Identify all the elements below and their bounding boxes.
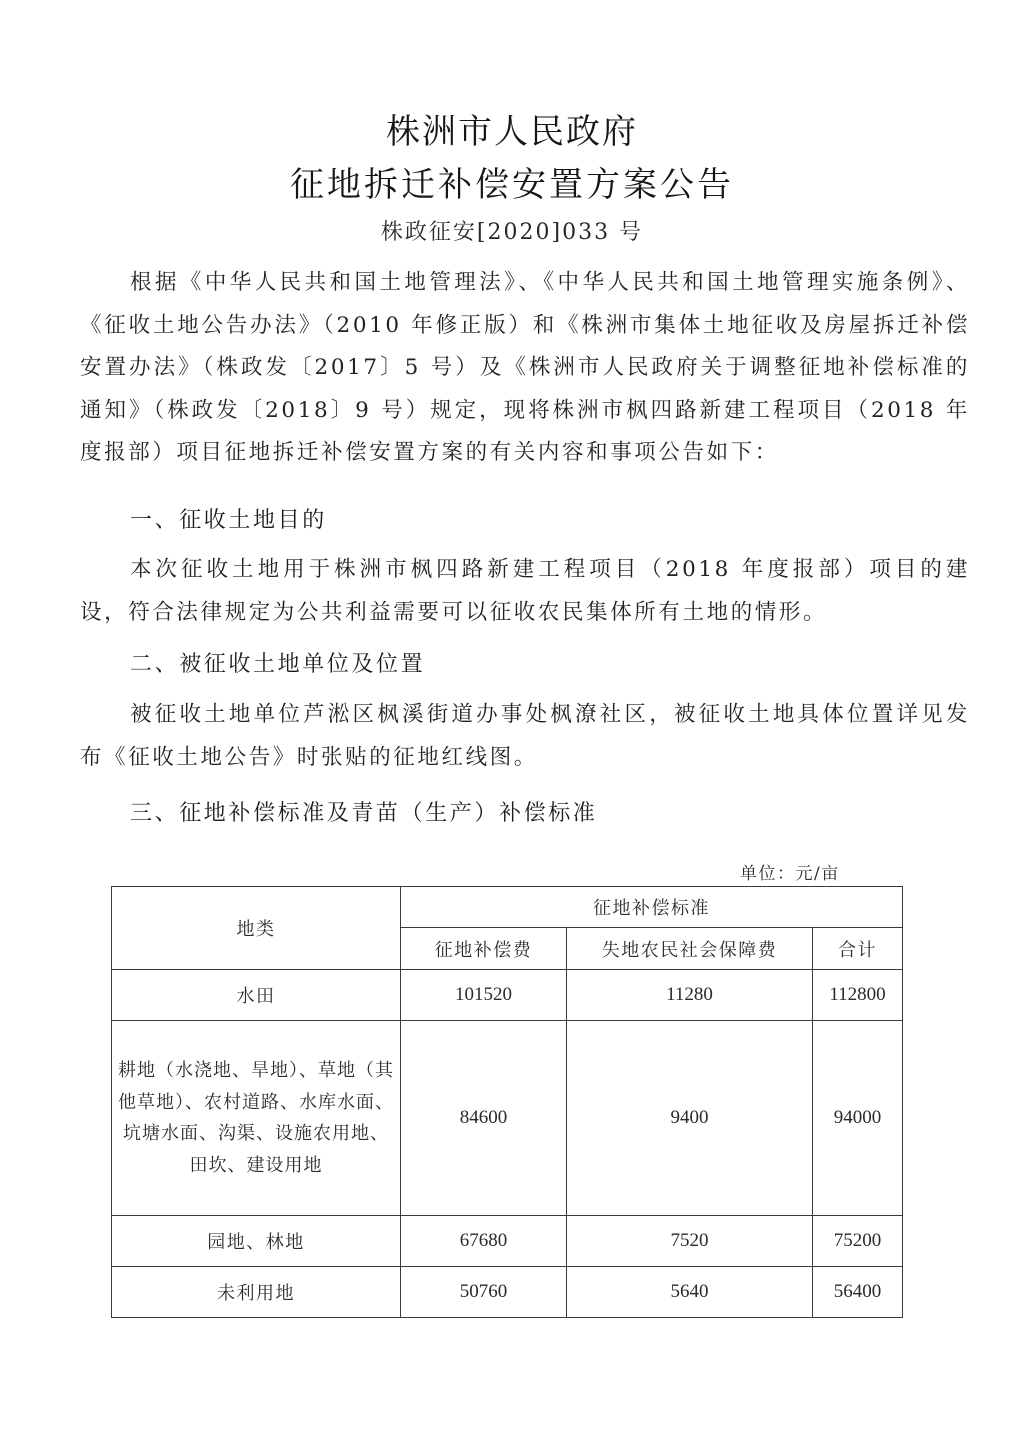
cell-social-security: 9400	[567, 1021, 813, 1216]
table-row	[112, 1267, 903, 1318]
cell-land-type: 耕地（水浇地、旱地）、草地（其他草地）、农村道路、水库水面、坑塘水面、沟渠、设施农用地、田坎、建设用地	[112, 1021, 401, 1216]
section-paragraph-location: 被征收土地单位芦淞区枫溪街道办事处枫潦社区，被征收土地具体位置详见发布《征收土地公告》时张贴的征地红线图。	[80, 702, 970, 770]
section-heading-purpose: 一、征收土地目的	[130, 508, 327, 533]
cell-social-security: 7520	[567, 1216, 813, 1267]
cell-compensation: 101520	[401, 970, 567, 1021]
cell-land-type: 园地、林地	[112, 1216, 401, 1267]
table-row	[112, 1021, 903, 1216]
header-compensation-fee: 征地补偿费	[401, 928, 567, 970]
cell-land-type: 水田	[112, 970, 401, 1021]
section-heading-location: 二、被征收土地单位及位置	[130, 652, 426, 677]
cell-total: 94000	[813, 1021, 903, 1216]
compensation-table	[111, 886, 903, 1318]
cell-total: 112800	[813, 970, 903, 1021]
cell-total: 56400	[813, 1267, 903, 1318]
header-social-security-fee: 失地农民社会保障费	[567, 928, 813, 970]
cell-total: 75200	[813, 1216, 903, 1267]
header-total: 合计	[813, 928, 903, 970]
header-land-type: 地类	[112, 887, 401, 970]
table-header-row	[112, 887, 903, 928]
header-compensation-standard: 征地补偿标准	[401, 887, 903, 928]
table-row	[112, 1216, 903, 1267]
document-title-line1: 株洲市人民政府	[386, 112, 638, 152]
section-paragraph-purpose: 本次征收土地用于株洲市枫四路新建工程项目（2018 年度报部）项目的建设，符合法律规定为公共利益需要可以征收农民集体所有土地的情形。	[80, 557, 970, 625]
cell-compensation: 67680	[401, 1216, 567, 1267]
document-number: 株政征安[2020]033 号	[380, 220, 644, 245]
table-unit-label: 单位：元/亩	[740, 864, 840, 884]
cell-compensation: 84600	[401, 1021, 567, 1216]
cell-social-security: 5640	[567, 1267, 813, 1318]
document-title-line2: 征地拆迁补偿安置方案公告	[290, 165, 734, 205]
section-heading-standards: 三、征地补偿标准及青苗（生产）补偿标准	[130, 801, 598, 826]
table-row	[112, 970, 903, 1021]
intro-paragraph: 根据《中华人民共和国土地管理法》、《中华人民共和国土地管理实施条例》、《征收土地公告办法》（2010 年修正版）和《株洲市集体土地征收及房屋拆迁补偿安置办法》（株政发〔2017〕5 号）及《株洲市人民政府关于调整征地补偿标准的通知》（株政发〔2018〕9 号）规定，现将株洲市枫四路新建工程项目（2018 年度报部）项目征地拆迁补偿安置方案的有关内容和事项公告如下：	[80, 270, 970, 465]
cell-social-security: 11280	[567, 970, 813, 1021]
cell-compensation: 50760	[401, 1267, 567, 1318]
cell-land-type: 未利用地	[112, 1267, 401, 1318]
